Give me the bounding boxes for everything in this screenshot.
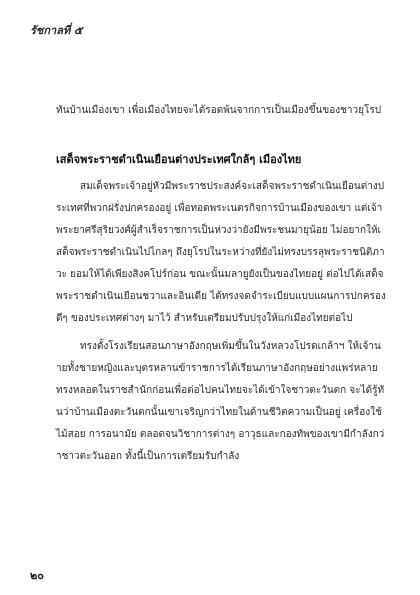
body-paragraph-1: สมเด็จพระเจ้าอยู่หัวมีพระราชประสงค์จะเสด็จพระราชดำเนินเยือนต่างประเทศที่พวกฝรั่งปกครองอยู่ เพื่อทอดพระเนตรกิจการบ้านเมืองของเขา แต่เจ้าพระยาศรีสุริยวงศ์ผู้สำเร็จราชการเป็นห่วงว่ายังมีพระชนมายุน้อย ไม่อยากให้เสด็จพระราชดำเนินไปไกลๆ ถึงยุโรปในระหว่างที่ยังไม่ทรงบรรลุพระราชนิติภาวะ ยอมให้ได้เพียงสิงคโปร์ก่อน ขณะนั้นมลายูยังเป็นของไทยอยู่ ต่อไปได้เสด็จพระราชดำเนินเยือนชวาและอินเดีย ได้ทรงจดจำระเบียบแบบแผนการปกครองดีๆ ของประเทศต่างๆ มาไว้ สำหรับเตรียมปรับปรุงให้แก่เมืองไทยต่อไป <box>56 181 386 324</box>
page-number: ๒๐ <box>30 569 44 582</box>
continuation-paragraph: ทันบ้านเมืองเขา เพื่อเมืองไทยจะได้รอดพ้นจากการเป็นเมืองขึ้นของชาวยุโรป <box>56 105 382 116</box>
body-paragraph-2: ทรงตั้งโรงเรียนสอนภาษาอังกฤษเพิ่มขึ้นในวังหลวงโปรดเกล้าฯ ให้เจ้านายทั้งชายหญิงและบุตรหลานข้าราชการได้เรียนภาษาอังกฤษอย่างแพร่หลาย ทรงหลอดในราชสำนักก่อนเพื่อต่อไปคนไทยจะได้เข้าใจชาวตะวันตก จะได้รู้ทันว่าบ้านเมืองตะวันตกนั้นเขาเจริญกว่าไทยในด้านชีวิตความเป็นอยู่ เครื่องใช้ไม้สอย การอนามัย ตลอดจนวิชาการต่างๆ อาวุธและกองทัพของเขามีกำลังกว่าชาวตะวันออก ทั้งนี้เป็นการเตรียมรับกำลัง <box>56 341 385 462</box>
running-header: รัชกาลที่ ๕ <box>30 24 83 37</box>
section-heading: เสด็จพระราชดำเนินเยือนต่างประเทศใกล้ๆ เมืองไทย <box>56 153 302 166</box>
section-body <box>56 176 386 468</box>
